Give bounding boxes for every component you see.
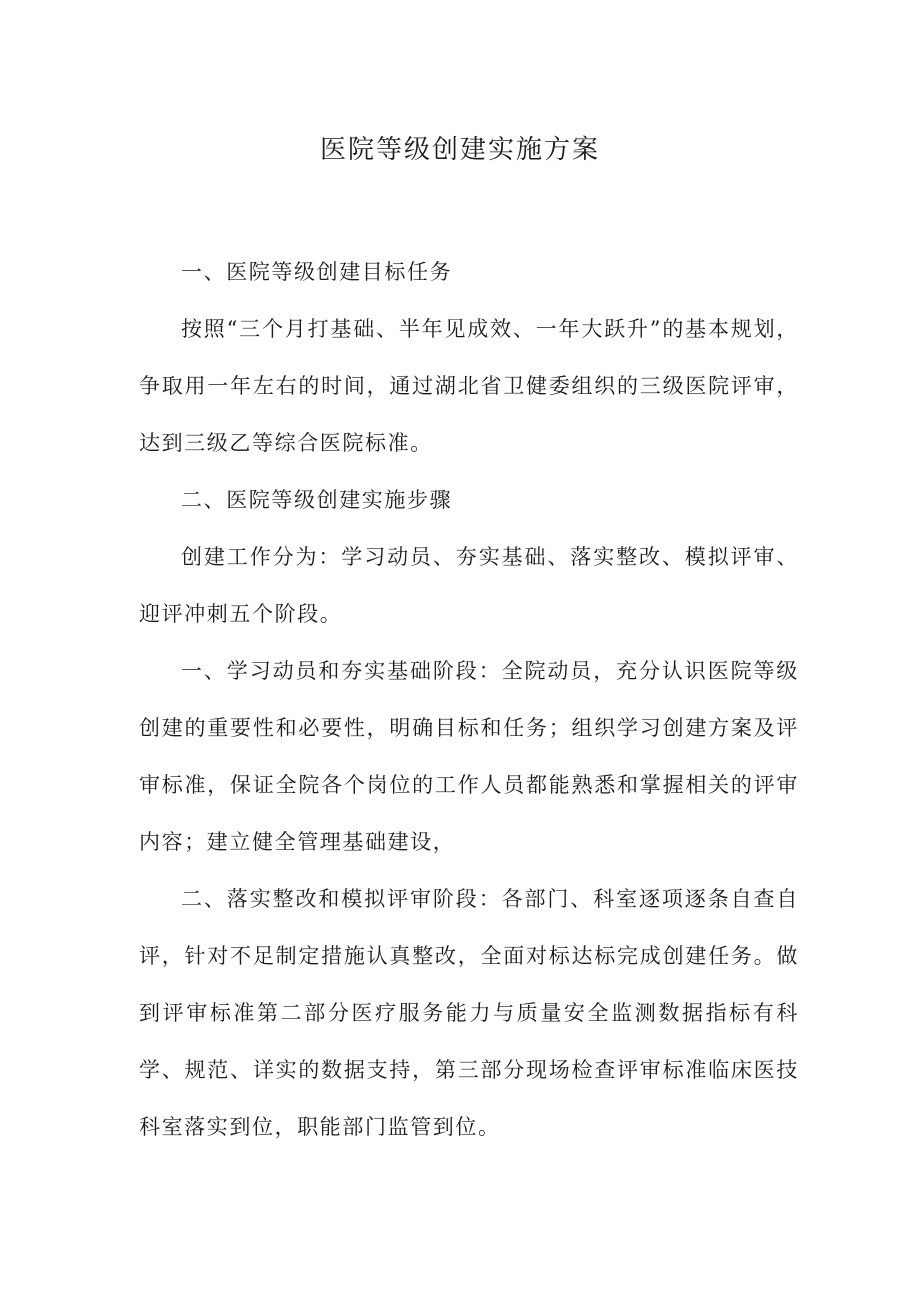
section-1-heading: 一、医院等级创建目标任务 (181, 260, 453, 284)
section-2-intro-paragraph: 创建工作分为：学习动员、夯实基础、落实整改、模拟评审、迎评冲刺五个阶段。 (139, 545, 799, 626)
stage-2-paragraph: 二、落实整改和模拟评审阶段：各部门、科室逐项逐条自查自评，针对不足制定措施认真整改，全面对标达标完成创建任务。做到评审标准第二部分医疗服务能力与质量安全监测数据指标有科学、规范、详实的数据支持，第三部分现场检查评审标准临床医技科室落实到位，职能部门监管到位。 (139, 887, 799, 1139)
section-2-heading: 二、医院等级创建实施步骤 (181, 488, 453, 512)
document-title: 医院等级创建实施方案 (319, 135, 600, 165)
document-body (139, 244, 799, 1156)
section-1-paragraph: 按照“三个月打基础、半年见成效、一年大跃升”的基本规划，争取用一年左右的时间，通过湖北省卫健委组织的三级医院评审，达到三级乙等综合医院标准。 (139, 317, 799, 455)
stage-1-paragraph: 一、学习动员和夯实基础阶段：全院动员，充分认识医院等级创建的重要性和必要性，明确目标和任务；组织学习创建方案及评审标准，保证全院各个岗位的工作人员都能熟悉和掌握相关的评审内容；建立健全管理基础建设， (139, 659, 799, 854)
